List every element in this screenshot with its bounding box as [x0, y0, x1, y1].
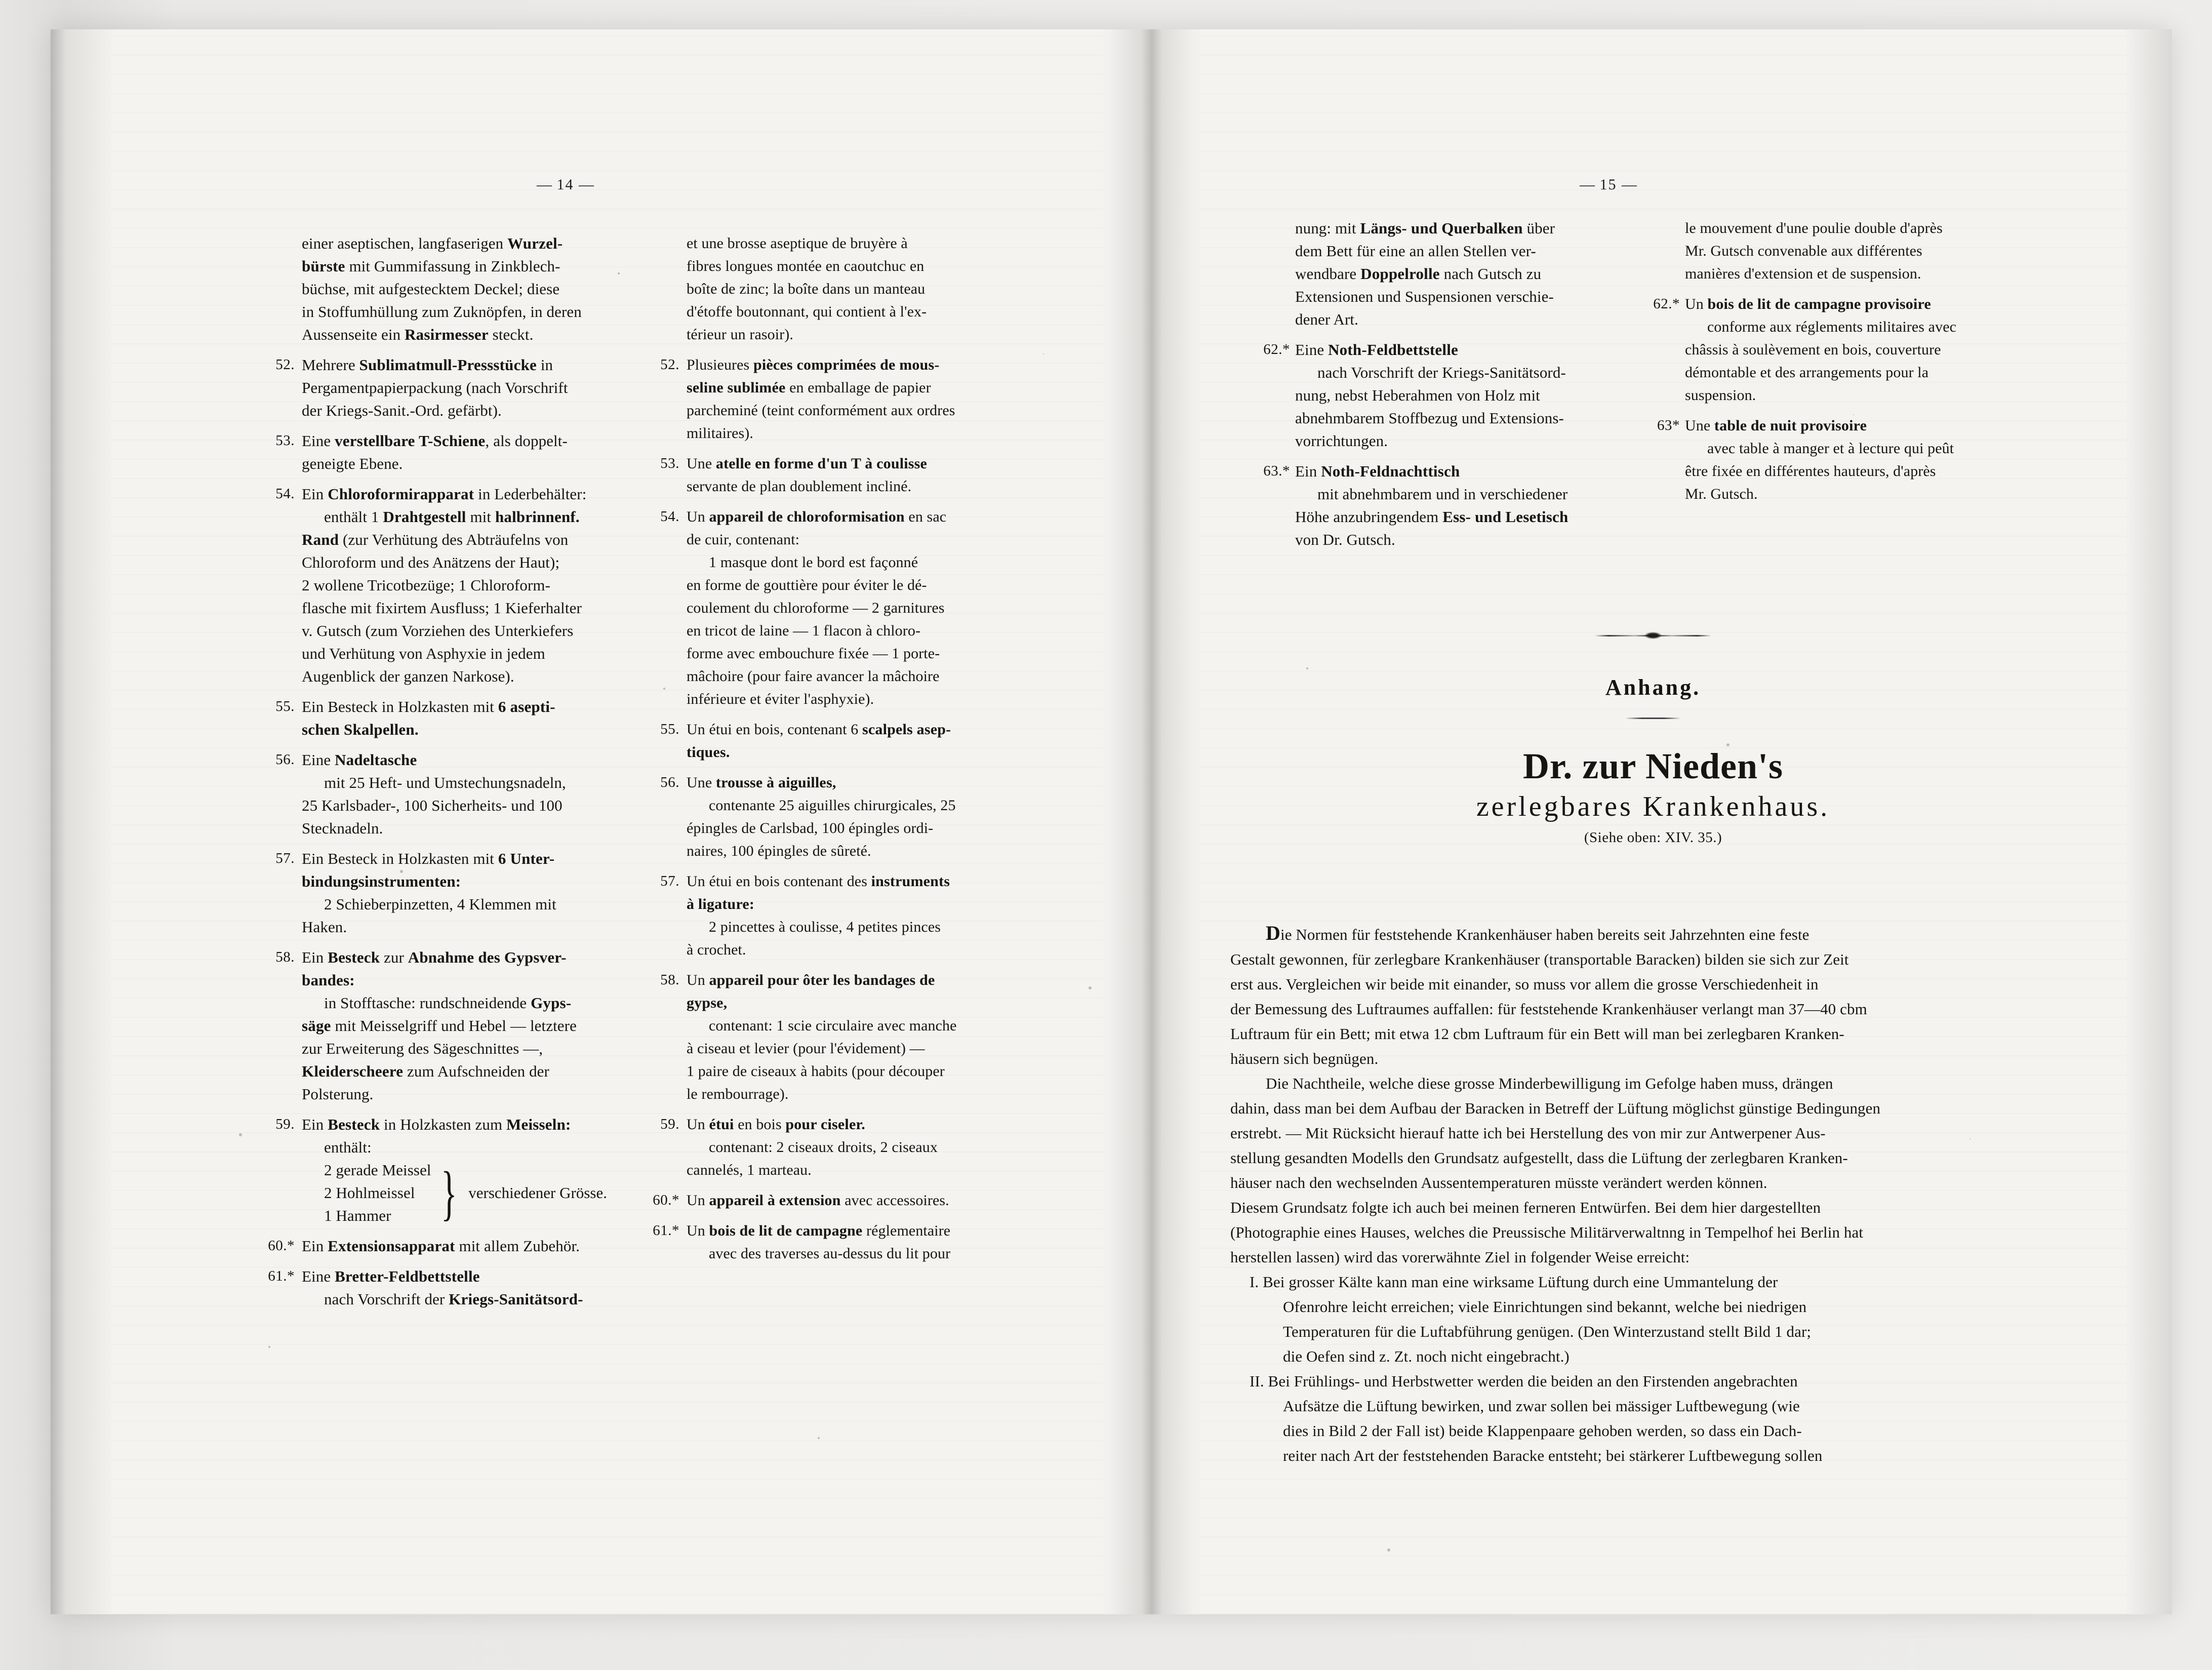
entry-number: 56. — [275, 751, 295, 768]
text-line: boîte de zinc; la boîte dans un manteau — [687, 281, 926, 297]
text-line: Pergamentpapierpackung (nach Vorschrift — [302, 379, 568, 396]
entry-number: 59. — [660, 1116, 679, 1132]
anhang-numbered-item — [1250, 1369, 2086, 1468]
text-line: Mr. Gutsch. — [1685, 486, 1758, 502]
text-line: forme avec embouchure fixée — 1 porte- — [687, 645, 940, 662]
text-line: Ofenrohre leicht erreichen; viele Einrichtungen sind bekannt, welche bei niedrigen — [1283, 1298, 1807, 1316]
text-line: militaires). — [687, 425, 753, 442]
entry-body — [302, 748, 648, 840]
text-line: térieur un rasoir). — [687, 326, 793, 343]
text-line: herstellen lassen) wird das vorerwähnte Ziel in folgender Weise erreicht: — [1230, 1248, 1690, 1266]
text-line: Rand (zur Verhütung des Abträufelns von — [302, 531, 569, 548]
column-french-page14 — [648, 232, 1033, 1273]
text-line: Une atelle en forme d'un T à coulisse — [687, 455, 928, 472]
folio-right — [1580, 176, 1637, 193]
text-line: Höhe anzubringendem Ess- und Lesetisch — [1295, 508, 1568, 526]
anhang-paragraph — [1230, 1071, 2086, 1269]
catalogue-entry — [1640, 293, 2040, 407]
entry-body — [687, 771, 1033, 862]
text-line: erst aus. Vergleichen wir beide mit einander, so muss vor allem die grosse Verschiedenheit in — [1230, 975, 1819, 993]
entry-number: 54. — [275, 486, 295, 502]
entry-body — [302, 847, 648, 938]
text-line: mâchoire (pour faire avancer la mâchoire — [687, 668, 940, 685]
text-line: dies in Bild 2 der Fall ist) beide Klappenpaare gehoben werden, so dass ein Dach- — [1283, 1422, 1802, 1440]
text-line: 1 paire de ciseaux à habits (pour découper — [687, 1063, 945, 1080]
text-line: Eine Bretter-Feldbettstelle — [302, 1267, 480, 1285]
continued-entry — [1640, 217, 2040, 285]
roman-marker: II. — [1250, 1372, 1264, 1390]
text-line: contenant: 2 ciseaux droits, 2 ciseaux — [709, 1139, 938, 1156]
entry-body — [302, 1235, 648, 1257]
entry-body — [302, 1113, 648, 1227]
text-line: être fixée en différentes hauteurs, d'après — [1685, 463, 1936, 480]
text-line: servante de plan doublement incliné. — [687, 478, 912, 495]
text-line: wendbare Doppelrolle nach Gutsch zu — [1295, 265, 1542, 283]
text-line: zur Erweiterung des Sägeschnittes —, — [302, 1040, 543, 1057]
text-line: le mouvement d'une poulie double d'après — [1685, 220, 1943, 236]
drop-cap: D — [1266, 922, 1280, 944]
page-edge-shadow-left — [51, 29, 111, 1614]
ornamental-rule-icon — [1595, 632, 1711, 639]
text-line: inférieure et éviter l'asphyxie). — [687, 691, 874, 707]
entry-body — [1295, 338, 1630, 452]
entry-body — [302, 483, 648, 688]
text-line: erstrebt. — Mit Rücksicht hierauf hatte ich bei Herstellung des von mir zur Antwerpener Aus- — [1230, 1124, 1826, 1142]
text-line: abnehmbarem Stoffbezug und Extensions- — [1295, 409, 1564, 427]
catalogue-entry — [263, 748, 648, 840]
entry-number: 62.* — [1263, 341, 1290, 357]
entry-body — [302, 1265, 648, 1310]
text-line: die Oefen sind z. Zt. noch nicht eingebracht.) — [1283, 1347, 1570, 1365]
entry-body — [1685, 414, 2040, 505]
text-line: Ein Extensionsapparat mit allem Zubehör. — [302, 1237, 580, 1255]
text-line: Ein Besteck zur Abnahme des Gypsver- — [302, 948, 567, 966]
text-line: Augenblick der ganzen Narkose). — [302, 667, 514, 685]
text-line: der Bemessung des Luftraumes auffallen: für feststehende Krankenhäuser verlangt man 37—40 cbm — [1230, 1000, 1867, 1018]
text-line: Polsterung. — [302, 1085, 374, 1103]
continued-entry — [648, 232, 1033, 346]
anhang-paragraph — [1230, 921, 2086, 1071]
text-line: à ciseau et levier (pour l'évidement) — — [687, 1040, 925, 1057]
catalogue-entry — [263, 353, 648, 422]
text-line: gypse, — [687, 995, 728, 1011]
folio-rule-left-2: — — [579, 176, 594, 193]
text-line: Mehrere Sublimatmull-Pressstücke in — [302, 356, 553, 374]
catalogue-entry — [648, 1219, 1033, 1265]
text-line: et une brosse aseptique de bruyère à — [687, 235, 908, 252]
entry-body — [302, 353, 648, 422]
entry-body — [302, 429, 648, 475]
text-line: contenante 25 aiguilles chirurgicales, 25 — [709, 797, 956, 814]
text-line: avec table à manger et à lecture qui peût — [1707, 440, 1954, 457]
entry-number: 62.* — [1653, 296, 1680, 312]
text-line: bindungsinstrumenten: — [302, 872, 461, 890]
text-line: contenant: 1 scie circulaire avec manche — [709, 1017, 957, 1034]
text-line: Aufsätze die Lüftung bewirken, und zwar sollen bei mässiger Luftbewegung (wie — [1283, 1397, 1800, 1415]
entry-body — [302, 232, 648, 346]
brace-item: 2 gerade Meissel — [324, 1161, 431, 1179]
column-german-page15 — [1251, 217, 1630, 559]
text-line: Temperaturen für die Luftabführung genügen. (Den Winterzustand stellt Bild 1 dar; — [1283, 1323, 1812, 1340]
text-line: geneigte Ebene. — [302, 455, 403, 472]
text-line: in Stoffumhüllung zum Zuknöpfen, in deren — [302, 303, 582, 321]
catalogue-entry — [263, 946, 648, 1105]
entry-number: 59. — [275, 1116, 295, 1132]
text-line: dem Bett für eine an allen Stellen ver- — [1295, 242, 1536, 260]
entry-number: 63.* — [1263, 463, 1290, 479]
catalogue-entry — [263, 483, 648, 688]
text-line: mit 25 Heft- und Umstechungsnadeln, — [324, 774, 566, 791]
catalogue-entry — [1251, 460, 1630, 551]
text-line: Stecknadeln. — [302, 819, 383, 837]
text-line: démontable et des arrangements pour la — [1685, 364, 1929, 381]
catalogue-entry — [263, 847, 648, 938]
text-line: Un appareil pour ôter les bandages de — [687, 972, 935, 988]
text-line: flasche mit fixirtem Ausfluss; 1 Kieferhalter — [302, 599, 582, 617]
text-line: Un bois de lit de campagne provisoire — [1685, 296, 1932, 312]
text-line: avec des traverses au-dessus du lit pour — [709, 1245, 951, 1262]
catalogue-entry — [648, 969, 1033, 1105]
text-line: 2 Schieberpinzetten, 4 Klemmen mit — [324, 895, 556, 913]
text-line: 2 wollene Tricotbezüge; 1 Chloroform- — [302, 576, 551, 594]
catalogue-entry — [1251, 338, 1630, 452]
text-line: Mr. Gutsch convenable aux différentes — [1685, 243, 1922, 259]
text-line: Une trousse à aiguilles, — [687, 774, 836, 791]
text-line: Un appareil de chloroformisation en sac — [687, 508, 947, 525]
entry-body — [1295, 217, 1630, 331]
text-line: nung: mit Längs- und Querbalken über — [1295, 219, 1555, 237]
anhang-cross-reference: (Siehe oben: XIV. 35.) — [1584, 829, 1722, 846]
text-line: II. Bei Frühlings- und Herbstwetter werden die beiden an den Firstenden angebrachten — [1250, 1372, 1798, 1390]
entry-body — [302, 946, 648, 1105]
text-line: 1 masque dont le bord est façonné — [709, 554, 918, 571]
continued-entry — [1251, 217, 1630, 331]
text-line: häuser nach den wechselnden Aussentemperaturen müsste verändert werden können. — [1230, 1174, 1767, 1191]
text-line: (Photographie eines Hauses, welches die Preussische Militärverwaltnng in Tempelhof hei Berlin hat — [1230, 1223, 1864, 1241]
anhang-numbered-item — [1250, 1269, 2086, 1369]
text-line: enthält: — [324, 1138, 372, 1156]
text-line: 2 pincettes à coulisse, 4 petites pinces — [709, 919, 941, 935]
text-line: der Kriegs-Sanit.-Ord. gefärbt). — [302, 402, 502, 419]
entry-body — [687, 870, 1033, 961]
entry-number: 58. — [275, 949, 295, 965]
text-line: naires, 100 épingles de sûreté. — [687, 843, 871, 859]
entry-body — [302, 695, 648, 741]
catalogue-entry — [648, 771, 1033, 862]
text-line: Kleiderscheere zum Aufschneiden der — [302, 1062, 549, 1080]
entry-number: 57. — [660, 873, 679, 889]
curly-brace-icon: } — [440, 1159, 457, 1226]
text-line: en forme de gouttière pour éviter le dé- — [687, 577, 927, 593]
text-line: Ein Chloroformirapparat in Lederbehälter: — [302, 485, 587, 503]
entry-number: 54. — [660, 508, 679, 525]
text-line: büchse, mit aufgestecktem Deckel; diese — [302, 280, 560, 298]
text-line: dahin, dass man bei dem Aufbau der Baracken in Betreff der Lüftung möglichst günstige Bedingungen — [1230, 1099, 1881, 1117]
text-line: schen Skalpellen. — [302, 721, 419, 738]
catalogue-entry — [648, 870, 1033, 961]
text-line: Ein Besteck in Holzkasten zum Meisseln: — [302, 1116, 571, 1133]
entry-number: 58. — [660, 972, 679, 988]
text-line: reiter nach Art der feststehenden Baracke entsteht; bei stärkerer Luftbewegung sollen — [1283, 1447, 1823, 1464]
column-german-page14 — [263, 232, 648, 1318]
text-line: I. Bei grosser Kälte kann man eine wirksame Lüftung durch eine Ummantelung der — [1250, 1273, 1778, 1291]
text-line: v. Gutsch (zum Vorziehen des Unterkiefers — [302, 622, 574, 640]
entry-body — [687, 1113, 1033, 1181]
catalogue-entry — [648, 1189, 1033, 1212]
catalogue-entry — [263, 695, 648, 741]
text-line: von Dr. Gutsch. — [1295, 531, 1395, 548]
entry-body — [687, 232, 1033, 346]
text-line: Un appareil à extension avec accessoires. — [687, 1192, 949, 1209]
text-line: Un étui en bois pour ciseler. — [687, 1116, 865, 1133]
text-line: nach Vorschrift der Kriegs-Sanitätsord- — [324, 1290, 583, 1308]
anhang-title-line1: Dr. zur Nieden's — [1522, 746, 1784, 786]
entry-number: 56. — [660, 774, 679, 790]
text-line: Un étui en bois, contenant 6 scalpels asep- — [687, 721, 951, 738]
entry-body — [687, 505, 1033, 710]
text-line: en tricot de laine — 1 flacon à chloro- — [687, 622, 921, 639]
text-line: bürste mit Gummifassung in Zinkblech- — [302, 257, 560, 275]
text-line: häusern sich begnügen. — [1230, 1050, 1379, 1067]
catalogue-entry — [648, 452, 1033, 498]
folio-number-left: 14 — [556, 176, 574, 193]
text-line: 25 Karlsbader-, 100 Sicherheits- und 100 — [302, 797, 562, 814]
entry-number: 55. — [660, 721, 679, 737]
text-line: Chloroform und des Anätzens der Haut); — [302, 553, 560, 571]
text-line: einer aseptischen, langfaserigen Wurzel- — [302, 234, 563, 252]
text-line: und Verhütung von Asphyxie in jedem — [302, 645, 545, 662]
text-line: Extensionen und Suspensionen verschie- — [1295, 288, 1554, 305]
text-line: seline sublimée en emballage de papier — [687, 379, 931, 396]
text-line: Plusieures pièces comprimées de mous- — [687, 356, 940, 373]
page-edge-shadow-right — [2126, 29, 2172, 1614]
text-line: manières d'extension et de suspension. — [1685, 265, 1921, 282]
folio-number-right: 15 — [1599, 176, 1617, 193]
entry-number: 52. — [660, 356, 679, 373]
folio-left — [537, 176, 594, 193]
brace-label: verschiedener Grösse. — [468, 1184, 607, 1202]
text-line: fibres longues montée en caoutchuc en — [687, 258, 924, 274]
entry-body — [1685, 217, 2040, 285]
roman-marker: I. — [1250, 1273, 1259, 1291]
text-line: d'étoffe boutonnant, qui contient à l'ex- — [687, 303, 927, 320]
text-line: Eine Nadeltasche — [302, 751, 417, 769]
text-line: mit abnehmbarem und in verschiedener — [1317, 485, 1568, 503]
entry-body — [1295, 460, 1630, 551]
entry-number: 52. — [275, 356, 295, 373]
entry-body — [687, 969, 1033, 1105]
book-spread — [51, 29, 2172, 1614]
text-line: Ein Besteck in Holzkasten mit 6 asepti- — [302, 698, 555, 715]
brace-group — [302, 1159, 648, 1227]
entry-number: 53. — [660, 455, 679, 471]
brace-item: 1 Hammer — [324, 1207, 391, 1224]
text-line: Die Normen für feststehende Krankenhäuser haben bereits seit Jahrzehnten eine feste — [1266, 922, 1809, 944]
book-gutter — [1109, 29, 1195, 1614]
catalogue-entry — [263, 429, 648, 475]
text-line: Eine verstellbare T-Schiene, als doppelt- — [302, 432, 568, 450]
text-line: Diesem Grundsatz folgte ich auch bei meinen ferneren Entwürfen. Bei dem hier dargestellten — [1230, 1199, 1821, 1216]
text-line: Une table de nuit provisoire — [1685, 417, 1867, 434]
entry-number: 63* — [1657, 417, 1680, 433]
entry-number: 53. — [275, 432, 295, 449]
entry-body — [687, 353, 1033, 445]
text-line: tiques. — [687, 744, 730, 761]
text-line: Ein Besteck in Holzkasten mit 6 Unter- — [302, 850, 555, 867]
text-line: nung, nebst Heberahmen von Holz mit — [1295, 386, 1540, 404]
text-line: säge mit Meisselgriff und Hebel — letztere — [302, 1017, 577, 1035]
entry-number: 60.* — [268, 1238, 295, 1254]
entry-number: 61.* — [653, 1222, 679, 1239]
text-line: Gestalt gewonnen, für zerlegbare Krankenhäuser (transportable Baracken) bilden sie sich zur Zeit — [1230, 950, 1849, 968]
entry-body — [687, 452, 1033, 498]
anhang-heading-block — [1251, 632, 2056, 846]
folio-rule-left: — — [537, 176, 552, 193]
anhang-title-line2: zerlegbares Krankenhaus. — [1476, 791, 1830, 822]
text-line: Aussenseite ein Rasirmesser steckt. — [302, 326, 534, 343]
text-line: enthält 1 Drahtgestell mit halbrinnenf. — [324, 508, 580, 526]
folio-rule-right-2: — — [1622, 176, 1637, 193]
text-line: parcheminé (teint conformément aux ordres — [687, 402, 955, 419]
entry-number: 60.* — [653, 1192, 679, 1208]
entry-body — [687, 718, 1033, 764]
entry-number: 61.* — [268, 1268, 295, 1284]
entry-number: 55. — [275, 698, 295, 714]
text-line: stellung gesandten Modells den Grundsatz aufgestellt, dass die Lüftung der zerlegbaren Kranken- — [1230, 1149, 1848, 1167]
text-line: Un bois de lit de campagne réglementaire — [687, 1222, 951, 1239]
short-rule-divider — [1625, 718, 1681, 719]
catalogue-entry — [648, 353, 1033, 445]
text-line: épingles de Carlsbad, 100 épingles ordi- — [687, 820, 934, 837]
text-line: Haken. — [302, 918, 347, 936]
catalogue-entry — [263, 1265, 648, 1310]
text-line: Un étui en bois contenant des instruments — [687, 873, 950, 890]
text-line: cannelés, 1 marteau. — [687, 1162, 812, 1178]
text-line: de cuir, contenant: — [687, 531, 800, 548]
text-line: conforme aux réglements militaires avec — [1707, 319, 1957, 335]
text-line: châssis à soulèvement en bois, couverture — [1685, 341, 1941, 358]
text-line: le rembourrage). — [687, 1086, 789, 1102]
entry-body — [687, 1189, 1033, 1212]
entry-number: 57. — [275, 850, 295, 866]
brace-item-list — [302, 1159, 431, 1227]
text-line: à ligature: — [687, 896, 755, 912]
catalogue-entry — [263, 1113, 648, 1227]
catalogue-entry — [648, 1113, 1033, 1181]
text-line: à crochet. — [687, 941, 746, 958]
continued-entry — [263, 232, 648, 346]
text-line: nach Vorschrift der Kriegs-Sanitätsord- — [1317, 364, 1566, 381]
anhang-prose-block — [1230, 921, 2086, 1468]
text-line: Luftraum für ein Bett; mit etwa 12 cbm Luftraum für ein Bett will man bei zerlegbaren Kranken- — [1230, 1025, 1844, 1043]
text-line: Eine Noth-Feldbettstelle — [1295, 341, 1458, 359]
text-line: vorrichtungen. — [1295, 432, 1388, 450]
brace-item: 2 Hohlmeissel — [324, 1184, 415, 1202]
folio-rule-right: — — [1580, 176, 1595, 193]
catalogue-entry — [648, 718, 1033, 764]
catalogue-entry — [263, 1235, 648, 1257]
column-french-page15 — [1640, 217, 2040, 513]
anhang-label: Anhang. — [1605, 675, 1701, 700]
text-line: dener Art. — [1295, 310, 1358, 328]
text-line: suspension. — [1685, 387, 1756, 404]
text-line: Die Nachtheile, welche diese grosse Minderbewilligung im Gefolge haben muss, drängen — [1266, 1075, 1833, 1092]
text-line: Ein Noth-Feldnachttisch — [1295, 462, 1460, 480]
text-line: coulement du chloroforme — 2 garnitures — [687, 600, 945, 616]
catalogue-entry — [648, 505, 1033, 710]
text-line: in Stofftasche: rundschneidende Gyps- — [324, 994, 572, 1012]
entry-body — [1685, 293, 2040, 407]
entry-body — [687, 1219, 1033, 1265]
catalogue-entry — [1640, 414, 2040, 505]
text-line: bandes: — [302, 971, 355, 989]
